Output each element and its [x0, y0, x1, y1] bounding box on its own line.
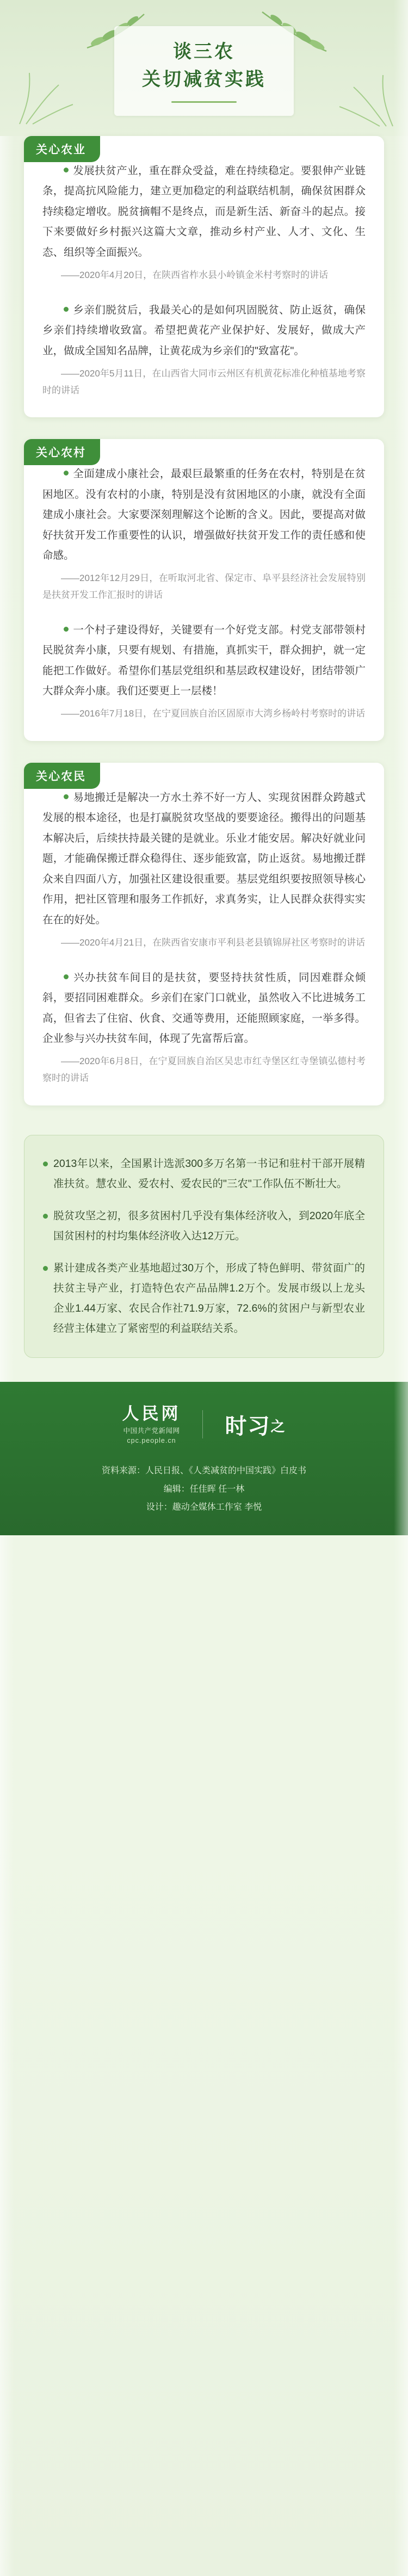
- brand-people-name: 人民网: [122, 1404, 181, 1423]
- paragraph-text: 发展扶贫产业，重在群众受益，难在持续稳定。要狠伸产业链条，提高抗风险能力，建立更加稳定的利益联结机制，确保贫困群众持续稳定增收。脱贫摘帽不是终点，而是新生活、新奋斗的起点。接下来要做好乡村振兴这篇大文章，推动乡村产业、人才、文化、生态、组织等全面振兴。: [42, 165, 366, 258]
- credit-editor: 编辑：任佳晖 任一林: [163, 1484, 245, 1494]
- section-paragraph: [42, 300, 366, 361]
- paragraph-source: ——2020年5月11日，在山西省大同市云州区有机黄花标准化种植基地考察时的讲话: [42, 368, 366, 396]
- statistic-text: 脱贫攻坚之初，很多贫困村几乎没有集体经济收入，到2020年底全国贫困村的村均集体经济收入达12万元。: [53, 1209, 365, 1242]
- paragraph-source: ——2020年4月21日，在陕西省安康市平利县老县镇锦屏社区考察时的讲话: [61, 937, 366, 948]
- bullet-dot-icon: [43, 1162, 48, 1166]
- page-title-line-1: 谈三农: [173, 42, 235, 62]
- section-card-rural: [24, 439, 384, 741]
- statistic-item: [43, 1154, 365, 1194]
- section-tab-farmers: 关心农民: [24, 763, 100, 789]
- footer-divider: [202, 1410, 203, 1438]
- section-paragraph: [42, 161, 366, 263]
- statistic-text: 累计建成各类产业基地超过30万个，形成了特色鲜明、带贫面广的扶贫主导产业，打造特色农产品品牌1.2万个。发展市级以上龙头企业1.44万家、农民合作社71.9万家，72.6%的贫困户与新型农业经营主体建立了紧密型的利益联结关系。: [53, 1262, 365, 1335]
- bullet-dot-icon: [64, 794, 69, 799]
- paragraph-source: ——2012年12月29日，在听取河北省、保定市、阜平县经济社会发展特别是扶贫开发工作汇报时的讲话: [42, 573, 366, 601]
- paragraph-source: ——2020年6月8日，在宁夏回族自治区吴忠市红寺堡区红寺堡镇弘德村考察时的讲话: [42, 1056, 366, 1083]
- bullet-dot-icon: [64, 168, 69, 172]
- paragraph-source: ——2020年4月20日，在陕西省柞水县小岭镇金米村考察时的讲话: [61, 270, 329, 281]
- brand-shixi-zhi: 之: [270, 1418, 286, 1435]
- section-tab-agriculture: 关心农业: [24, 136, 100, 162]
- brand-people-url: cpc.people.cn: [127, 1437, 176, 1445]
- footer-credits: [0, 1462, 408, 1517]
- statistic-item: [43, 1258, 365, 1339]
- brand-shixi-main: 时习: [225, 1413, 271, 1438]
- page-header: [0, 0, 408, 136]
- brand-people-subtitle: 中国共产党新闻网: [123, 1426, 180, 1435]
- paragraph-text: 乡亲们脱贫后，我最关心的是如何巩固脱贫、防止返贫，确保乡亲们持续增收致富。希望把黄花产业保护好、发展好，做成大产业，做成全国知名品牌，让黄花成为乡亲们的"致富花"。: [42, 304, 366, 357]
- paragraph-text: 兴办扶贫车间目的是扶贫，要竖持扶贫性质，同因难群众倾斜，要招同困难群众。乡亲们在家门口就业，虽然收入不比进城务工高，但省去了住宿、伙食、交通等费用，还能照顾家庭，一举多得。企业参与兴办扶贫车间，体现了先富帮后富。: [42, 971, 366, 1045]
- section-paragraph: [42, 968, 366, 1049]
- grass-decoration-icon: [336, 67, 396, 127]
- section-paragraph: [42, 464, 366, 566]
- credit-source: 资料来源：人民日报、《人类减贫的中国实践》白皮书: [101, 1466, 306, 1475]
- grass-decoration-icon: [16, 65, 76, 125]
- footer-brand-row: [0, 1404, 408, 1445]
- bullet-dot-icon: [64, 471, 69, 475]
- bullet-dot-icon: [64, 974, 69, 979]
- credit-design: 设计：趣动全媒体工作室 李悦: [146, 1503, 262, 1512]
- bullet-dot-icon: [64, 307, 69, 312]
- section-paragraph: [42, 788, 366, 930]
- paragraph-text: 全面建成小康社会，最艰巨最繁重的任务在农村，特别是在贫困地区。没有农村的小康，特别是没有贫困地区的小康，就没有全面建成小康社会。大家要深刻理解这个论断的含义。因此，要提高对做好扶贫开发工作重要性的认识，增强做好扶贫开发工作的责任感和使命感。: [42, 468, 366, 562]
- paragraph-text: 易地搬迁是解决一方水土养不好一方人、实现贫困群众跨越式发展的根本途径，也是打赢脱贫攻坚战的要要途径。搬得出的问题基本解决后，后续扶持最关键的是就业。乐业才能安居。解决好就业问题，才能确保搬迁群众稳得住、逐步能致富，防止返贫。易地搬迁群众来自四面八方，加强社区建设很重要。基层党组织要按照领导核心作用，把社区管理和服务工作抓好，求真务实，让人民群众获得实实在在的好处。: [42, 792, 366, 926]
- page-title: [114, 26, 294, 116]
- page-title-line-2: 关切减贫实践: [142, 70, 266, 90]
- paragraph-source: ——2016年7月18日，在宁夏回族自治区固原市大湾乡杨岭村考察时的讲话: [61, 708, 366, 719]
- brand-shixi-logo[interactable]: [225, 1409, 286, 1440]
- section-card-agriculture: [24, 136, 384, 417]
- bullet-dot-icon: [64, 627, 69, 632]
- title-underline: [171, 101, 237, 103]
- paragraph-text: 一个村子建设得好，关键要有一个好党支部。村党支部带领村民脱贫奔小康，只要有规划、有措施，真抓实干，群众拥护，就一定能把工作做好。希望你们基层党组织和基层政权建设好，团结带领广大群众奔小康。我们还要更上一层楼！: [42, 623, 366, 697]
- statistic-text: 2013年以来，全国累计选派300多万名第一书记和驻村干部开展精准扶贫。慧农业、爱农村、爱农民的"三农"工作队伍不断壮大。: [53, 1157, 365, 1190]
- bullet-dot-icon: [43, 1266, 48, 1271]
- statistics-card: [24, 1135, 384, 1358]
- section-card-farmers: [24, 763, 384, 1105]
- page-footer: [0, 1382, 408, 1535]
- bullet-dot-icon: [43, 1214, 48, 1219]
- section-paragraph: [42, 620, 366, 702]
- brand-people-logo[interactable]: [122, 1404, 181, 1445]
- section-tab-rural: 关心农村: [24, 439, 100, 465]
- statistic-item: [43, 1206, 365, 1246]
